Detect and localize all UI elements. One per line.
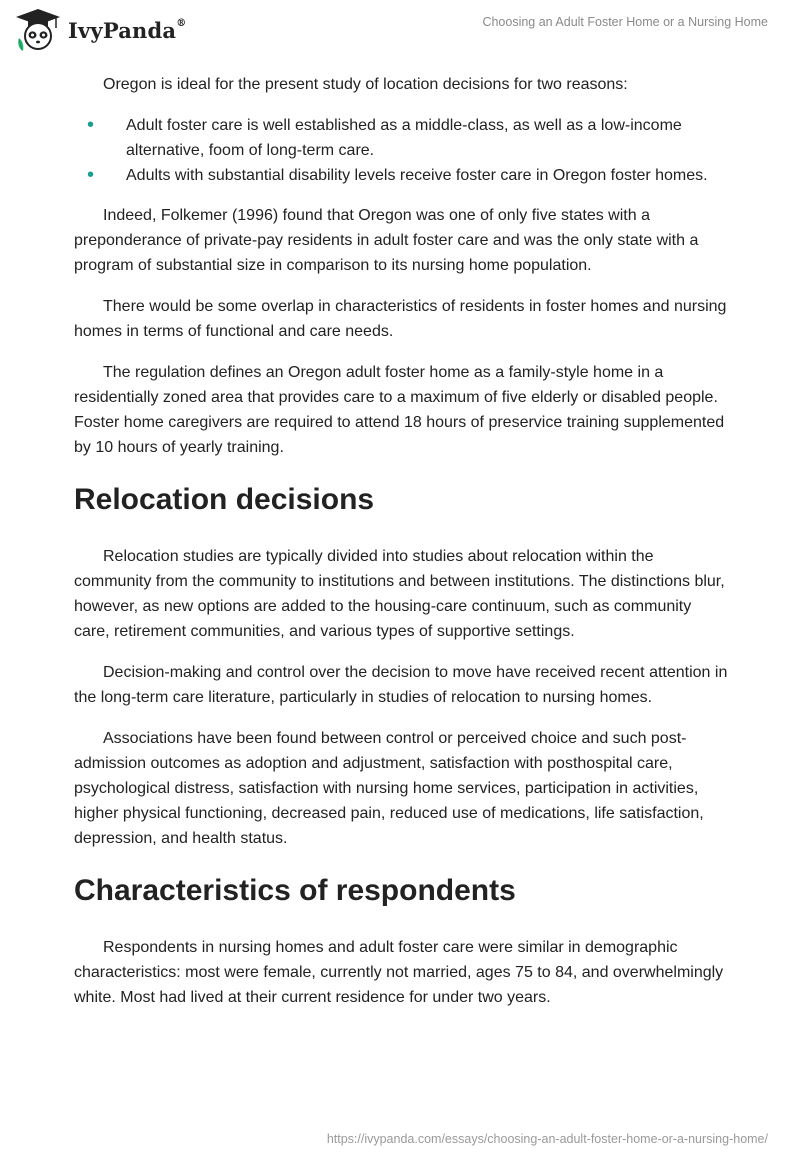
essay-content	[74, 72, 728, 1026]
section-heading-relocation: Relocation decisions	[74, 483, 375, 516]
body-paragraph: Indeed, Folkemer (1996) found that Oregon was one of only five states with a preponderance of private-pay residents in adult foster care and was the only state with a program of substantial size in comparison to its nursing home population.	[74, 207, 699, 274]
reasons-list	[74, 113, 728, 188]
intro-paragraph: Oregon is ideal for the present study of location decisions for two reasons:	[103, 76, 628, 93]
page-header	[0, 0, 800, 60]
logo-wordmark: IvyPanda®	[68, 17, 187, 43]
body-paragraph: There would be some overlap in characteristics of residents in foster homes and nursing homes in terms of functional and care needs.	[74, 298, 727, 340]
body-paragraph: The regulation defines an Oregon adult foster home as a family-style home in a residentially zoned area that provides care to a maximum of five elderly or disabled people. Foster home caregivers are required to attend 18 hours of preservice training supplemented by 10 hours of yearly training.	[74, 364, 725, 456]
body-paragraph: Decision-making and control over the decision to move have received recent attention in the long-term care literature, particularly in studies of relocation to nursing homes.	[74, 664, 728, 706]
source-url[interactable]: https://ivypanda.com/essays/choosing-an-adult-foster-home-or-a-nursing-home/	[326, 1132, 768, 1146]
section-heading-characteristics: Characteristics of respondents	[74, 874, 516, 907]
body-paragraph: Relocation studies are typically divided into studies about relocation within the community from the community to institutions and between institutions. The distinctions blur, however, as new options are added to the housing-care continuum, such as community care, retirement communities, and various types of supportive settings.	[74, 548, 725, 640]
document-title: Choosing an Adult Foster Home or a Nursing Home	[482, 15, 768, 29]
panda-graduate-icon	[14, 8, 62, 52]
body-paragraph: Associations have been found between control or perceived choice and such post-admission outcomes as adoption and adjustment, satisfaction with posthospital care, psychological distress, satisfaction with nursing home services, participation in activities, higher physical functioning, decreased pain, reduced use of medications, life satisfaction, depression, and health status.	[74, 730, 704, 847]
list-item: • Adults with substantial disability levels receive foster care in Oregon foster homes.	[74, 163, 728, 188]
list-item: • Adult foster care is well established as a middle-class, as well as a low-income alternative, foom of long-term care.	[74, 113, 728, 163]
ivypanda-logo[interactable]	[14, 8, 186, 52]
body-paragraph: Respondents in nursing homes and adult foster care were similar in demographic characteristics: most were female, currently not married, ages 75 to 84, and overwhelmingly white. Most had lived at their current residence for under two years.	[74, 939, 724, 1006]
